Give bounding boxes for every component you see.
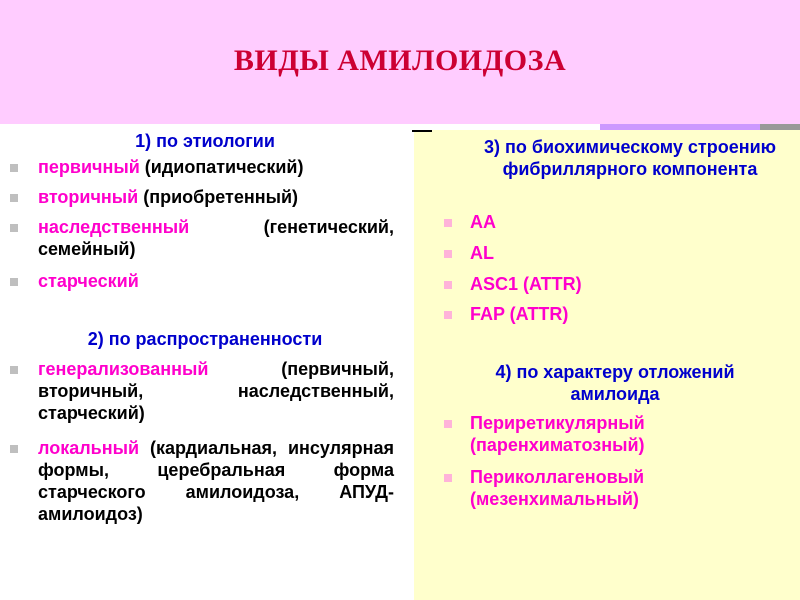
- list-item-biochem-2: AL: [470, 243, 494, 263]
- term-detail: (генетический, семейный): [38, 217, 394, 259]
- bullet-icon: [10, 445, 18, 453]
- term: первичный: [38, 157, 140, 177]
- list-item-biochem-1: AA: [470, 212, 496, 232]
- bullet-icon: [10, 224, 18, 232]
- list-item-etiology-4: [38, 270, 400, 292]
- bullet-icon: [444, 250, 452, 258]
- bullet-icon: [10, 366, 18, 374]
- term-detail: (кардиальная, инсулярная формы, церебральная форма старческого амилоидоза, АПУД-амилоидоз): [38, 438, 394, 524]
- bullet-icon: [444, 311, 452, 319]
- list-item-etiology-1: [38, 156, 400, 178]
- bullet-icon: [10, 164, 18, 172]
- heading-etiology: 1) по этиологии: [135, 131, 275, 151]
- list-item-prevalence-1: [38, 358, 394, 424]
- list-item-etiology-3: [38, 216, 394, 260]
- bullet-icon: [444, 420, 452, 428]
- list-item-deposit-2: Периколлагеновый (мезенхимальный): [470, 467, 645, 509]
- bullet-icon: [10, 278, 18, 286]
- term: наследственный: [38, 217, 190, 237]
- list-item-deposit-1: Периретикулярный (паренхиматозный): [470, 413, 645, 455]
- term-detail: (идиопатический): [139, 157, 304, 177]
- term-detail: (приобретенный): [138, 187, 299, 207]
- bullet-icon: [444, 474, 452, 482]
- term: старческий: [38, 271, 139, 291]
- slide-title: ВИДЫ АМИЛОИДОЗА: [233, 44, 567, 77]
- term: вторичный: [38, 187, 139, 207]
- term-detail: (первичный, вторичный, наследственный, старческий): [38, 359, 394, 423]
- list-item-etiology-2: [38, 186, 400, 208]
- heading-deposit: 4) по характеру отложений амилоида: [495, 362, 735, 404]
- term: генерализованный: [38, 359, 209, 379]
- list-item-biochem-4: FAP (ATTR): [470, 304, 569, 324]
- divider-dash: [412, 130, 432, 132]
- term: локальный: [38, 438, 140, 458]
- heading-prevalence: 2) по распространенности: [87, 329, 323, 349]
- right-panel-strip: [414, 130, 432, 600]
- list-item-prevalence-2: [38, 437, 394, 525]
- list-item-biochem-3: ASC1 (ATTR): [470, 274, 582, 294]
- bullet-icon: [444, 219, 452, 227]
- bullet-icon: [444, 281, 452, 289]
- bullet-icon: [10, 194, 18, 202]
- heading-biochemical: 3) по биохимическому строению фибриллярного компонента: [483, 137, 777, 179]
